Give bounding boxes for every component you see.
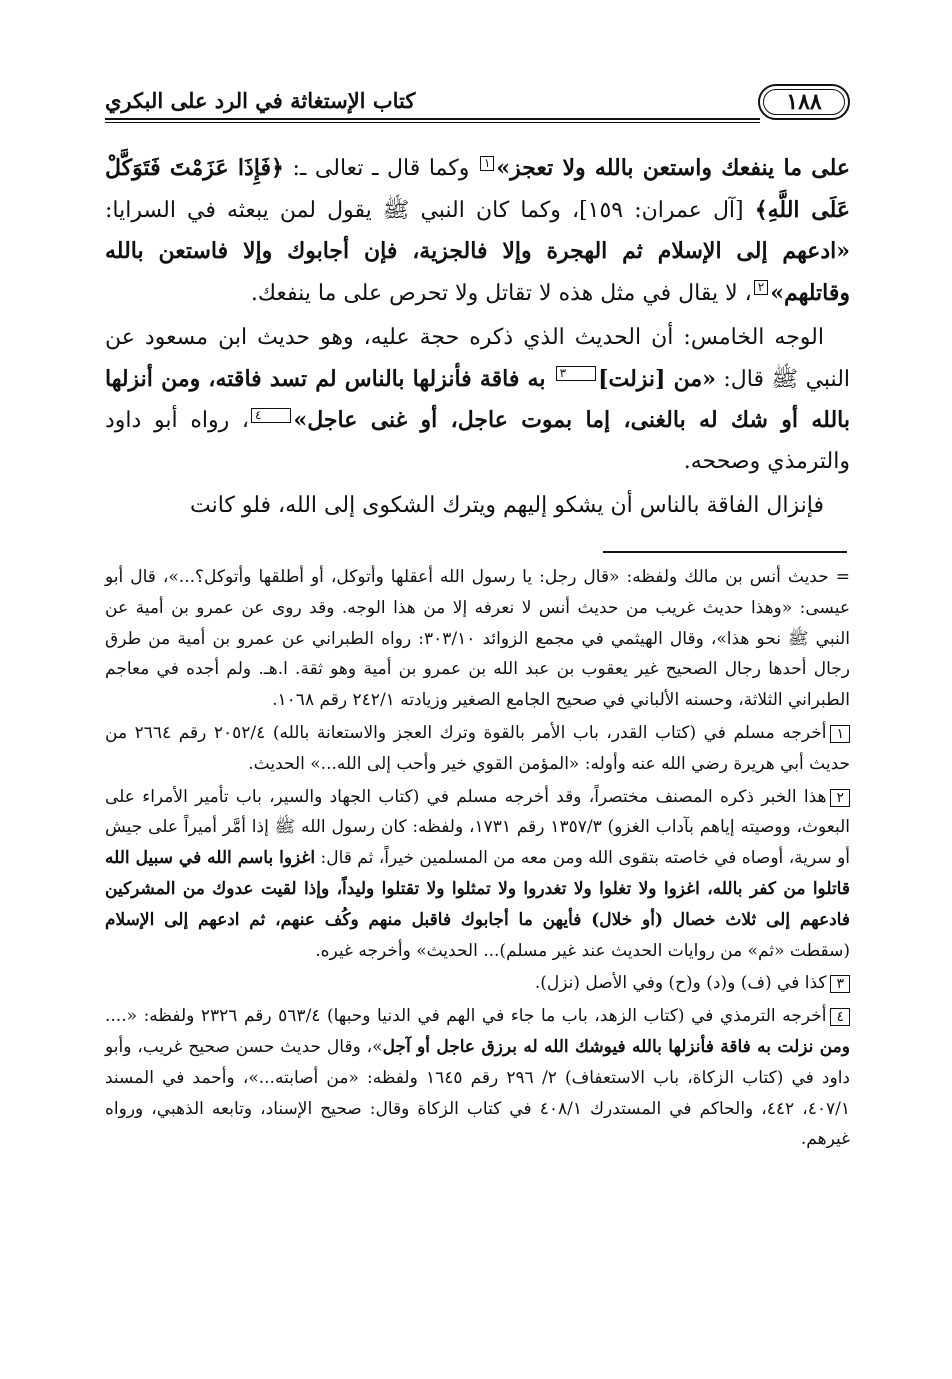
- footnote-3: [105, 968, 850, 999]
- footnote-text: هذا الخبر ذكره المصنف مختصراً، وقد أخرجه مسلم في (كتاب الجهاد والسير، باب تأمير الأمراء على البعوث، ووصيته إياهم بآداب الغزو) ١٣٥٧/٣ رقم ١٧٣١، ولفظه: كان رسول الله ﷺ إذا أمَّر أميراً على جيش أو سرية، أوصاه في خاصته بتقوى الله ومن معه من المسلمين خيراً، ثم قال:: [105, 786, 851, 869]
- main-text: [105, 148, 850, 529]
- footnote-text: (سقطت «ثم» من روايات الحديث عند غير مسلم)... الحديث» وأخرجه غيره.: [315, 940, 850, 961]
- page-number: ١٨٨: [758, 84, 850, 120]
- footnote-number: ٣: [830, 975, 850, 993]
- footnote-ref-3[interactable]: ٣: [556, 366, 596, 381]
- header-rule: [105, 118, 760, 120]
- footnote-number: ٢: [830, 789, 850, 807]
- quran-verse: ﴿فَإِذَا عَزَمْتَ فَتَوَكَّلْ عَلَى اللَّهِ﴾: [105, 155, 850, 223]
- text-span: [آل عمران: ١٥٩]، وكما كان النبي ﷺ يقول لمن يبعثه في السرايا:: [105, 197, 755, 223]
- footnote-separator: [603, 551, 847, 553]
- footnote-text: أخرجه الترمذي في (كتاب الزهد، باب ما جاء في الهم في الدنيا وحبها) ٥٦٣/٤ رقم ٢٣٢٦ ولفظه: «....: [105, 1006, 827, 1027]
- hadith-text: على ما ينفعك واستعن بالله ولا تعجز»: [496, 155, 851, 181]
- text-span: ، لا يقال في مثل هذه لا تقاتل ولا تحرص على ما ينفعك.: [250, 280, 752, 306]
- footnote-4: [105, 1001, 850, 1155]
- footnote-ref-4[interactable]: ٤: [251, 408, 291, 423]
- text-span: وكما قال ـ تعالى ـ:: [283, 156, 478, 181]
- hadith-text: «من [نزلت]: [598, 365, 716, 392]
- footnote-text: أخرجه مسلم في (كتاب القدر، باب الأمر بالقوة وترك العجز والاستعانة بالله) ٢٠٥٢/٤ رقم ٢٦٦٤ من حديث أبي هريرة رضي الله عنه وأوله: «المؤمن القوي خير وأحب إلى الله...» الحديث.: [105, 722, 850, 774]
- footnote-number: ١: [830, 725, 850, 743]
- footnote-text: كذا في (ف) و(د) و(ح) وفي الأصل (نزل).: [534, 973, 827, 994]
- hadith-text: به فاقة فأنزلها بالناس لم تسد فاقته، ومن أنزلها بالله أو شك له بالغنى، إما بموت عاجل، أو غنى عاجل»: [105, 365, 850, 433]
- paragraph-2: [105, 318, 850, 482]
- text-span: الوجه الخامس: أن الحديث الذي ذكره حجة عليه، وهو حديث ابن مسعود عن النبي ﷺ قال:: [105, 325, 851, 392]
- footnote-hadith: اغزوا باسم الله في سبيل الله قاتلوا من كفر بالله، اغزوا ولا تغلوا ولا تغدروا ولا تمثلوا ولا تقتلوا وليداً، وإذا لقيت عدوك من المشركين فادعهم إلى ثلاث خصال (أو خلال) فأيهن ما أجابوك فاقبل منهم وكُف عنهم، ثم ادعهم إلى الإسلام: [105, 848, 850, 930]
- footnotes: [105, 562, 850, 1155]
- header-rule-thin: [105, 122, 760, 123]
- page-header: [105, 78, 850, 130]
- footnote-number: ٤: [830, 1008, 850, 1026]
- footnote-ref-2[interactable]: ٢: [754, 280, 768, 295]
- footnote-1: [105, 718, 850, 780]
- paragraph-1: [105, 148, 850, 314]
- footnote-continuation: = حديث أنس بن مالك ولفظه: «قال رجل: يا رسول الله أعقلها وأتوكل، أو أطلقها وأتوكل؟...»، قال أبو عيسى: «وهذا حديث غريب من حديث أنس لا نعرفه إلا من هذا الوجه. وقد روى عن عمرو بن أمية عن النبي ﷺ نحو هذا»، وقال الهيثمي في مجمع الزوائد ٣٠٣/١٠: رواه الطبراني عن عمرو بن أمية من طرق رجال أحدها رجال الصحيح غير يعقوب بن عبد الله بن عمرو بن أمية وهو ثقة. ا.هـ. ولم أجده في معاجم الطبراني الثلاثة، وحسنه الألباني في صحيح الجامع الصغير وزيادته ٢٤٢/١ رقم ١٠٦٨.: [105, 567, 850, 711]
- text-span: ، رواه أبو داود والترمذي وصححه.: [105, 408, 850, 474]
- hadith-text: «ادعهم إلى الإسلام ثم الهجرة وإلا فالجزية، فإن أجابوك وإلا فاستعن بالله وقاتلهم»: [105, 238, 850, 306]
- footnote-text: »، وقال حديث حسن صحيح غريب، وأبو داود في (كتاب الزكاة، باب الاستعفاف) ٢/ ٢٩٦ رقم ١٦٤٥ ولفظه: «من أصابته...»، وأحمد في المسند ٤٠٧/١، ٤٤٢، والحاكم في المستدرك ٤٠٨/١ في كتاب الزكاة وقال: صحيح الإسناد، وتابعه الذهبي، ورواه غيرهم.: [105, 1036, 850, 1150]
- paragraph-3: فإنزال الفاقة بالناس أن يشكو إليهم ويترك الشكوى إلى الله، فلو كانت: [189, 493, 824, 518]
- footnote-hadith: ومن نزلت به فاقة فأنزلها بالله فيوشك الله له برزق عاجل أو آجل: [382, 1036, 850, 1057]
- book-title: كتاب الإستغاثة في الرد على البكري: [105, 88, 416, 113]
- footnote-ref-1[interactable]: ١: [480, 156, 494, 171]
- footnote-2: [105, 782, 850, 967]
